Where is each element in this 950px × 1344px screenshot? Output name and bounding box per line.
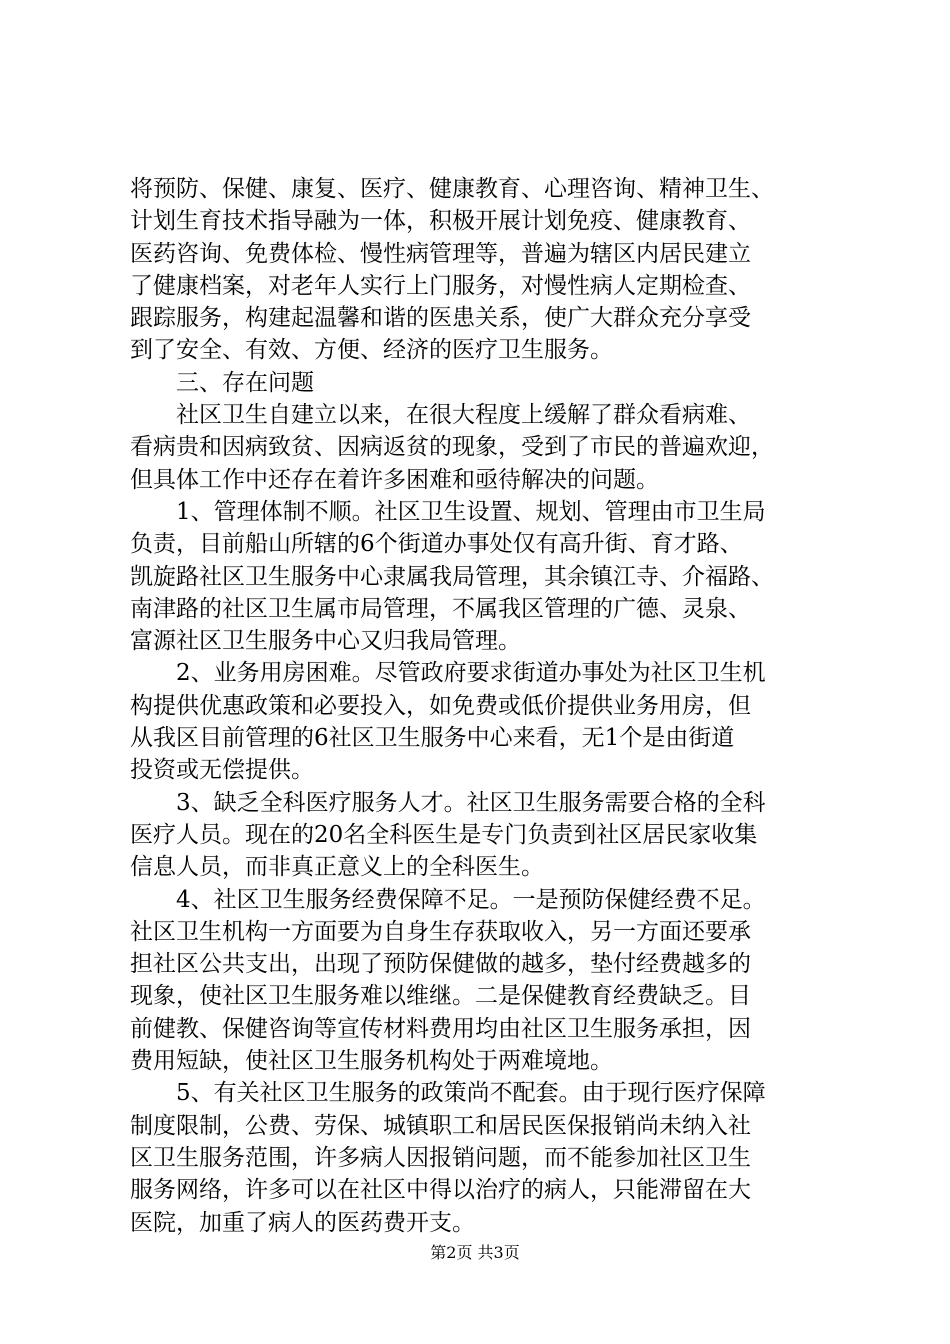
body-line: 从我区目前管理的6社区卫生服务中心来看，无1个是由街道	[130, 725, 735, 752]
body-line: 凯旋路社区卫生服务中心隶属我局管理，其余镇江寺、介福路、	[130, 563, 774, 590]
body-line: 跟踪服务，构建起温馨和谐的医患关系，使广大群众充分享受	[130, 305, 751, 332]
body-line: 但具体工作中还存在着许多困难和亟待解决的问题。	[130, 466, 659, 493]
body-line: 制度限制，公费、劳保、城镇职工和居民医保报销尚未纳入社	[130, 1112, 751, 1139]
body-line: 前健教、保健咨询等宣传材料费用均由社区卫生服务承担，因	[130, 1015, 751, 1042]
paragraph-first-line: 社区卫生自建立以来，在很大程度上缓解了群众看病难、	[176, 402, 751, 429]
body-line: 区卫生服务范围，许多病人因报销问题，而不能参加社区卫生	[130, 1144, 751, 1171]
body-line: 信息人员，而非真正意义上的全科医生。	[130, 854, 544, 881]
body-line: 现象，使社区卫生服务难以维继。二是保健教育经费缺乏。目	[130, 983, 751, 1010]
body-line: 投资或无偿提供。	[130, 757, 314, 784]
body-line: 南津路的社区卫生属市局管理，不属我区管理的广德、灵泉、	[130, 595, 751, 622]
body-line: 负责，目前船山所辖的6个街道办事处仅有高升街、育才路、	[130, 531, 743, 558]
paragraph-first-line: 2、业务用房困难。尽管政府要求街道办事处为社区卫生机	[176, 660, 766, 687]
paragraph-first-line: 5、有关社区卫生服务的政策尚不配套。由于现行医疗保障	[176, 1080, 766, 1107]
body-line: 费用短缺，使社区卫生服务机构处于两难境地。	[130, 1048, 613, 1075]
section-heading: 三、存在问题	[176, 369, 314, 396]
paragraph-first-line: 3、缺乏全科医疗服务人才。社区卫生服务需要合格的全科	[176, 789, 766, 816]
body-line: 看病贵和因病致贫、因病返贫的现象，受到了市民的普遍欢迎，	[130, 434, 774, 461]
paragraph-first-line: 1、管理体制不顺。社区卫生设置、规划、管理由市卫生局	[176, 498, 766, 525]
body-line: 富源社区卫生服务中心又归我局管理。	[130, 628, 521, 655]
body-line: 社区卫生机构一方面要为自身生存获取收入，另一方面还要承	[130, 918, 751, 945]
paragraph-first-line: 4、社区卫生服务经费保障不足。一是预防保健经费不足。	[176, 886, 766, 913]
body-line: 构提供优惠政策和必要投入，如免费或低价提供业务用房，但	[130, 692, 751, 719]
body-line: 了健康档案，对老年人实行上门服务，对慢性病人定期检查、	[130, 272, 751, 299]
body-line: 将预防、保健、康复、医疗、健康教育、心理咨询、精神卫生、	[130, 176, 774, 202]
body-line: 服务网络，许多可以在社区中得以治疗的病人，只能滞留在大	[130, 1177, 751, 1204]
body-line: 计划生育技术指导融为一体，积极开展计划免疫、健康教育、	[130, 208, 751, 235]
page-footer: 第2页 共3页	[430, 1243, 520, 1262]
body-line: 医疗人员。现在的20名全科医生是专门负责到社区居民家收集	[130, 821, 758, 848]
document-body	[130, 173, 830, 1239]
body-line: 到了安全、有效、方便、经济的医疗卫生服务。	[130, 337, 613, 364]
body-line: 医院，加重了病人的医药费开支。	[130, 1209, 475, 1236]
body-line: 担社区公共支出，出现了预防保健做的越多，垫付经费越多的	[130, 951, 751, 978]
body-line: 医药咨询、免费体检、慢性病管理等，普遍为辖区内居民建立	[130, 240, 751, 267]
